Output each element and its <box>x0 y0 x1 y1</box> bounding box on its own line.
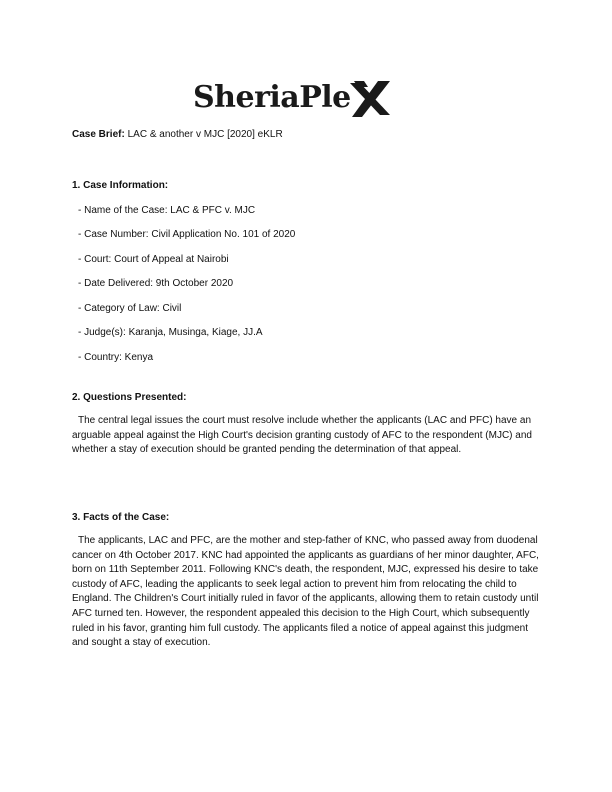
list-item-court: - Court: Court of Appeal at Nairobi <box>78 253 229 265</box>
questions-section <box>72 392 542 458</box>
case-information-heading: 1. Case Information: <box>72 180 169 191</box>
facts-heading: 3. Facts of the Case: <box>72 512 170 523</box>
case-information-list <box>72 205 542 364</box>
list-item-judges: - Judge(s): Karanja, Musinga, Kiage, JJ.A <box>78 327 263 338</box>
case-brief-line <box>72 129 283 141</box>
list-item-country: - Country: Kenya <box>78 351 154 363</box>
case-brief-title: LAC & another v MJC [2020] eKLR <box>127 129 283 140</box>
sheriaplex-logo <box>193 76 392 120</box>
list-item-case-number: - Case Number: Civil Application No. 101 of 2020 <box>78 229 296 240</box>
facts-paragraph: The applicants, LAC and PFC, are the mother and step-father of KNC, who passed away from duodenal cancer on 4th October 2017. KNC had appointed the applicants as guardians of her minor daughter, AFC, born on 11th September 2011. Following KNC's death, the respondent, MJC, expressed his desire to take custody of AFC, leading the applicants to seek legal action to prevent him from relocating the child to England. The Children's Court initially ruled in favor of the applicants, allowing them to retain custody until AFC turned ten. However, the respondent appealed this decision to the High Court, which subsequently ruled in his favor, granting him full custody. The applicants filed a notice of appeal against this judgment and sought a stay of execution. <box>72 535 539 649</box>
list-item-category: - Category of Law: Civil <box>78 302 182 314</box>
case-information-section <box>72 180 542 364</box>
case-brief-label: Case Brief: <box>72 129 125 140</box>
logo-x-mark <box>348 79 392 119</box>
list-item-case-name: - Name of the Case: LAC & PFC v. MJC <box>78 204 256 216</box>
facts-section <box>72 512 542 651</box>
questions-paragraph: The central legal issues the court must resolve include whether the applicants (LAC and PFC) have an arguable appeal against the High Court's decision granting custody of AFC to the respondent (MJC) and whether a stay of execution should be granted pending the determination of that appeal. <box>72 415 532 456</box>
logo-wordmark: SheriaPle <box>193 80 351 115</box>
questions-heading: 2. Questions Presented: <box>72 392 187 403</box>
list-item-date-delivered: - Date Delivered: 9th October 2020 <box>78 278 234 289</box>
